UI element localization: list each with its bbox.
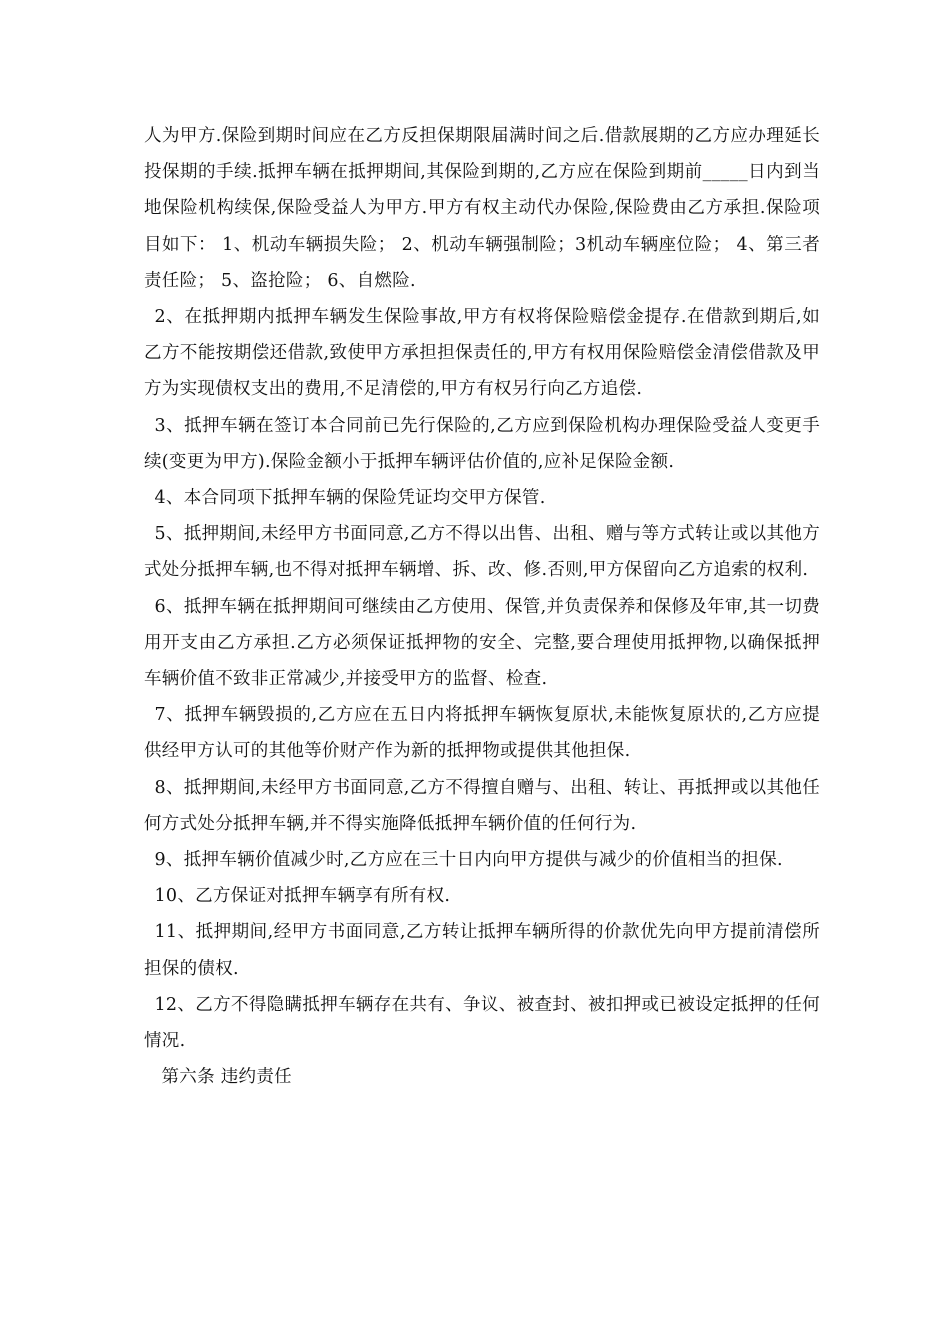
paragraph-clause-6: 6、抵押车辆在抵押期间可继续由乙方使用、保管,并负责保养和保修及年审,其一切费用开支由乙方承担.乙方必须保证抵押物的安全、完整,要合理使用抵押物,以确保抵押车辆价值不致非正常减少,并接受甲方的监督、检查. [144,596,820,690]
paragraph-clause-4: 4、本合同项下抵押车辆的保险凭证均交甲方保管. [154,488,546,509]
paragraph-clause-7: 7、抵押车辆毁损的,乙方应在五日内将抵押车辆恢复原状,未能恢复原状的,乙方应提供经甲方认可的其他等价财产作为新的抵押物或提供其他担保. [144,705,820,762]
paragraph-clause-5: 5、抵押期间,未经甲方书面同意,乙方不得以出售、出租、赠与等方式转让或以其他方式处分抵押车辆,也不得对抵押车辆增、拆、改、修.否则,甲方保留向乙方追索的权利. [144,524,820,581]
section-heading: 第六条 违约责任 [161,1067,292,1088]
paragraph-clause-3: 3、抵押车辆在签订本合同前已先行保险的,乙方应到保险机构办理保险受益人变更手续(变更为甲方).保险金额小于抵押车辆评估价值的,应补足保险金额. [144,415,820,472]
paragraph-insurance-continuation: 人为甲方.保险到期时间应在乙方反担保期限届满时间之后.借款展期的乙方应办理延长投保期的手续.抵押车辆在抵押期间,其保险到期的,乙方应在保险到期前_____日内到当地保险机构续保,保险受益人为甲方.甲方有权主动代办保险,保险费由乙方承担.保险项目如下： 1、机动车辆损失险； 2、机动车辆强制险；3机动车辆座位险； 4、第三者责任险； 5、盗抢险； 6、自燃险. [144,126,820,291]
paragraph-clause-9: 9、抵押车辆价值减少时,乙方应在三十日内向甲方提供与减少的价值相当的担保. [154,850,783,871]
paragraph-clause-2: 2、在抵押期内抵押车辆发生保险事故,甲方有权将保险赔偿金提存.在借款到期后,如乙方不能按期偿还借款,致使甲方承担担保责任的,甲方有权用保险赔偿金清偿借款及甲方为实现债权支出的费用,不足清偿的,甲方有权另行向乙方追偿. [144,307,820,400]
document-body [144,118,820,1095]
paragraph-clause-8: 8、抵押期间,未经甲方书面同意,乙方不得擅自赠与、出租、转让、再抵押或以其他任何方式处分抵押车辆,并不得实施降低抵押车辆价值的任何行为. [144,777,820,834]
paragraph-clause-11: 11、抵押期间,经甲方书面同意,乙方转让抵押车辆所得的价款优先向甲方提前清偿所担保的债权. [144,922,820,979]
paragraph-clause-12: 12、乙方不得隐瞒抵押车辆存在共有、争议、被查封、被扣押或已被设定抵押的任何情况. [144,994,820,1052]
paragraph-clause-10: 10、乙方保证对抵押车辆享有所有权. [154,886,451,907]
